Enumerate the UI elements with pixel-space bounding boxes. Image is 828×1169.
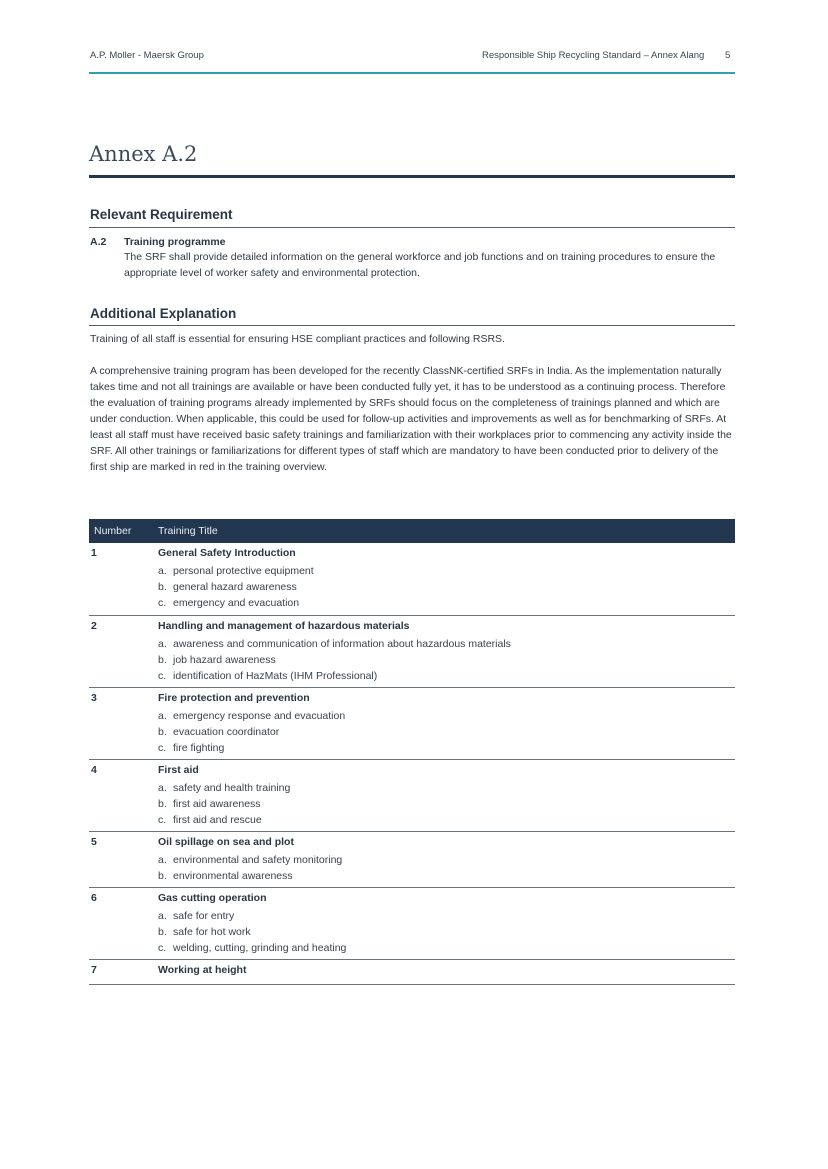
row-subtopics — [158, 780, 290, 828]
list-item: b. evacuation coordinator — [158, 726, 280, 738]
row-training-title: Oil spillage on sea and plot — [158, 836, 294, 848]
list-item: b. environmental awareness — [158, 870, 293, 882]
row-number: 4 — [91, 764, 97, 776]
table-row — [89, 960, 735, 985]
row-subtopics — [158, 636, 511, 684]
table-row — [89, 888, 735, 960]
row-number: 7 — [91, 964, 97, 976]
row-training-title: First aid — [158, 764, 199, 776]
list-item: c. emergency and evacuation — [158, 597, 300, 609]
table-row — [89, 616, 735, 688]
column-header-training-title: Training Title — [158, 525, 218, 537]
relevant-requirement-divider — [89, 227, 735, 228]
column-header-number: Number — [94, 525, 132, 537]
list-item: a. emergency response and evacuation — [158, 710, 346, 722]
list-item: c. fire fighting — [158, 742, 225, 754]
additional-explanation-heading: Additional Explanation — [90, 306, 237, 321]
annex-title-divider — [89, 175, 735, 178]
header-divider — [89, 72, 735, 74]
table-row — [89, 543, 735, 616]
list-item: c. identification of HazMats (IHM Professional) — [158, 670, 378, 682]
list-item: a. safety and health training — [158, 782, 291, 794]
header-page-number: 5 — [725, 50, 731, 61]
row-number: 2 — [91, 620, 97, 632]
row-training-title: General Safety Introduction — [158, 547, 296, 559]
row-subtopics — [158, 908, 346, 956]
row-subtopics — [158, 708, 345, 756]
row-subtopics — [158, 852, 342, 884]
list-item: a. awareness and communication of information about hazardous materials — [158, 638, 511, 650]
header-document-title: Responsible Ship Recycling Standard – Annex Alang — [482, 50, 705, 61]
table-row — [89, 688, 735, 760]
relevant-requirement-heading: Relevant Requirement — [90, 207, 233, 222]
row-subtopics — [158, 563, 314, 611]
row-training-title: Handling and management of hazardous materials — [158, 620, 410, 632]
row-number: 5 — [91, 836, 97, 848]
list-item: a. personal protective equipment — [158, 565, 314, 577]
requirement-code: A.2 — [90, 236, 107, 248]
row-number: 1 — [91, 547, 97, 559]
list-item: a. safe for entry — [158, 910, 235, 922]
list-item: b. job hazard awareness — [158, 654, 276, 666]
list-item: c. welding, cutting, grinding and heating — [158, 942, 347, 954]
table-row — [89, 832, 735, 888]
list-item: b. first aid awareness — [158, 798, 261, 810]
additional-explanation-divider — [89, 325, 735, 326]
explanation-paragraph-1: Training of all staff is essential for ensuring HSE compliant practices and following RSRS. — [90, 333, 505, 345]
requirement-heading: Training programme — [124, 236, 226, 248]
row-training-title: Working at height — [158, 964, 247, 976]
requirement-body: The SRF shall provide detailed information on the general workforce and job functions and on training procedures to ensure the appropriate level of worker safety and environmental protection. — [124, 251, 716, 279]
row-training-title: Gas cutting operation — [158, 892, 267, 904]
annex-title: Annex A.2 — [89, 142, 198, 166]
list-item: a. environmental and safety monitoring — [158, 854, 343, 866]
explanation-paragraph-2: A comprehensive training program has been developed for the recently ClassNK-certified SRFs in India. As the implementation naturally takes time and not all trainings are available or have been conducted fully yet, it has to be understood as a continuing process. Therefore the evaluation of training programs already implemented by SRFs should focus on the completeness of trainings planned and which are under conduction. When applicable, this could be used for follow-up activities and improvements as well as for benchmarking of SRFs. At least all staff must have received basic safety trainings and familiarization with their workplaces prior to commencing any activity inside the SRF. All other trainings or familiarizations for different types of staff which are mandatory to have been conducted prior to delivery of the first ship are marked in red in the training overview. — [90, 365, 732, 473]
row-number: 3 — [91, 692, 97, 704]
table-row — [89, 760, 735, 832]
training-table-header — [89, 519, 735, 543]
row-number: 6 — [91, 892, 97, 904]
list-item: c. first aid and rescue — [158, 814, 262, 826]
row-training-title: Fire protection and prevention — [158, 692, 310, 704]
list-item: b. general hazard awareness — [158, 581, 297, 593]
header-company: A.P. Moller - Maersk Group — [90, 50, 204, 61]
list-item: b. safe for hot work — [158, 926, 251, 938]
